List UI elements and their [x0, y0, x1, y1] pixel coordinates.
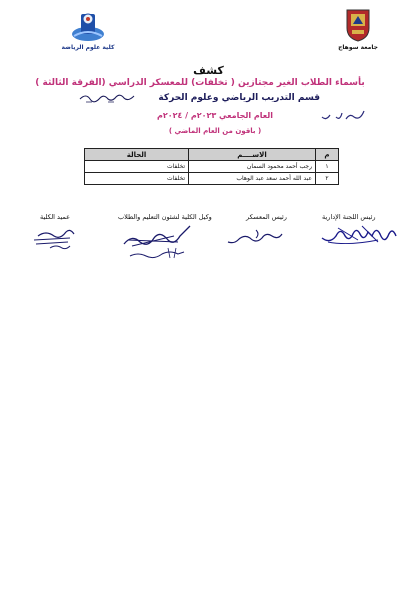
table-row	[85, 161, 339, 173]
signature-title-dean: عميد الكلية	[40, 213, 71, 221]
handwritten-mark	[320, 107, 370, 125]
column-header-status: الحالة	[85, 149, 189, 161]
academic-year: العام الجامعي ٢٠٢٣م / ٢٠٢٤م	[156, 111, 274, 120]
signature-admin-committee	[318, 222, 400, 248]
sports-college-logo-icon	[70, 8, 106, 42]
row-number: ٢	[316, 173, 339, 185]
signature-dean	[30, 222, 80, 252]
student-status: تخلفات	[85, 173, 189, 185]
signature-title-vice-dean: وكيل الكلية لشئون التعليم والطلاب	[118, 213, 212, 221]
signature-title-admin-committee: رئيس اللجنة الإدارية	[322, 213, 376, 221]
signature-camp-head	[226, 226, 286, 246]
handwritten-date	[78, 90, 138, 106]
document-note: ( باقون من العام الماضي )	[168, 127, 262, 135]
row-number: ١	[316, 161, 339, 173]
students-table	[84, 148, 339, 185]
university-logo-icon	[345, 8, 371, 42]
student-status: تخلفات	[85, 161, 189, 173]
signature-vice-dean	[118, 218, 198, 262]
table-row	[85, 173, 339, 185]
signature-title-camp-head: رئيس المعسكر	[246, 213, 287, 221]
right-logo-caption: جامعة سوهاج	[338, 44, 378, 51]
column-header-number: م	[316, 149, 339, 161]
department-line: قسم التدريب الرياضي وعلوم الحركة	[158, 93, 320, 103]
left-logo-caption: كلية علوم الرياضة	[61, 44, 115, 51]
document-title: كشف	[193, 64, 224, 77]
student-name: عبد الله أحمد سعد عبد الوهاب	[189, 173, 316, 185]
table-header-row	[85, 149, 339, 161]
document-subtitle: بأسماء الطلاب الغير مجتازين ( تخلفات) للمعسكر الدراسي (الفرقة الثالثة )	[35, 78, 365, 88]
column-header-name: الاســــم	[189, 149, 316, 161]
student-name: رجب أحمد محمود السمان	[189, 161, 316, 173]
